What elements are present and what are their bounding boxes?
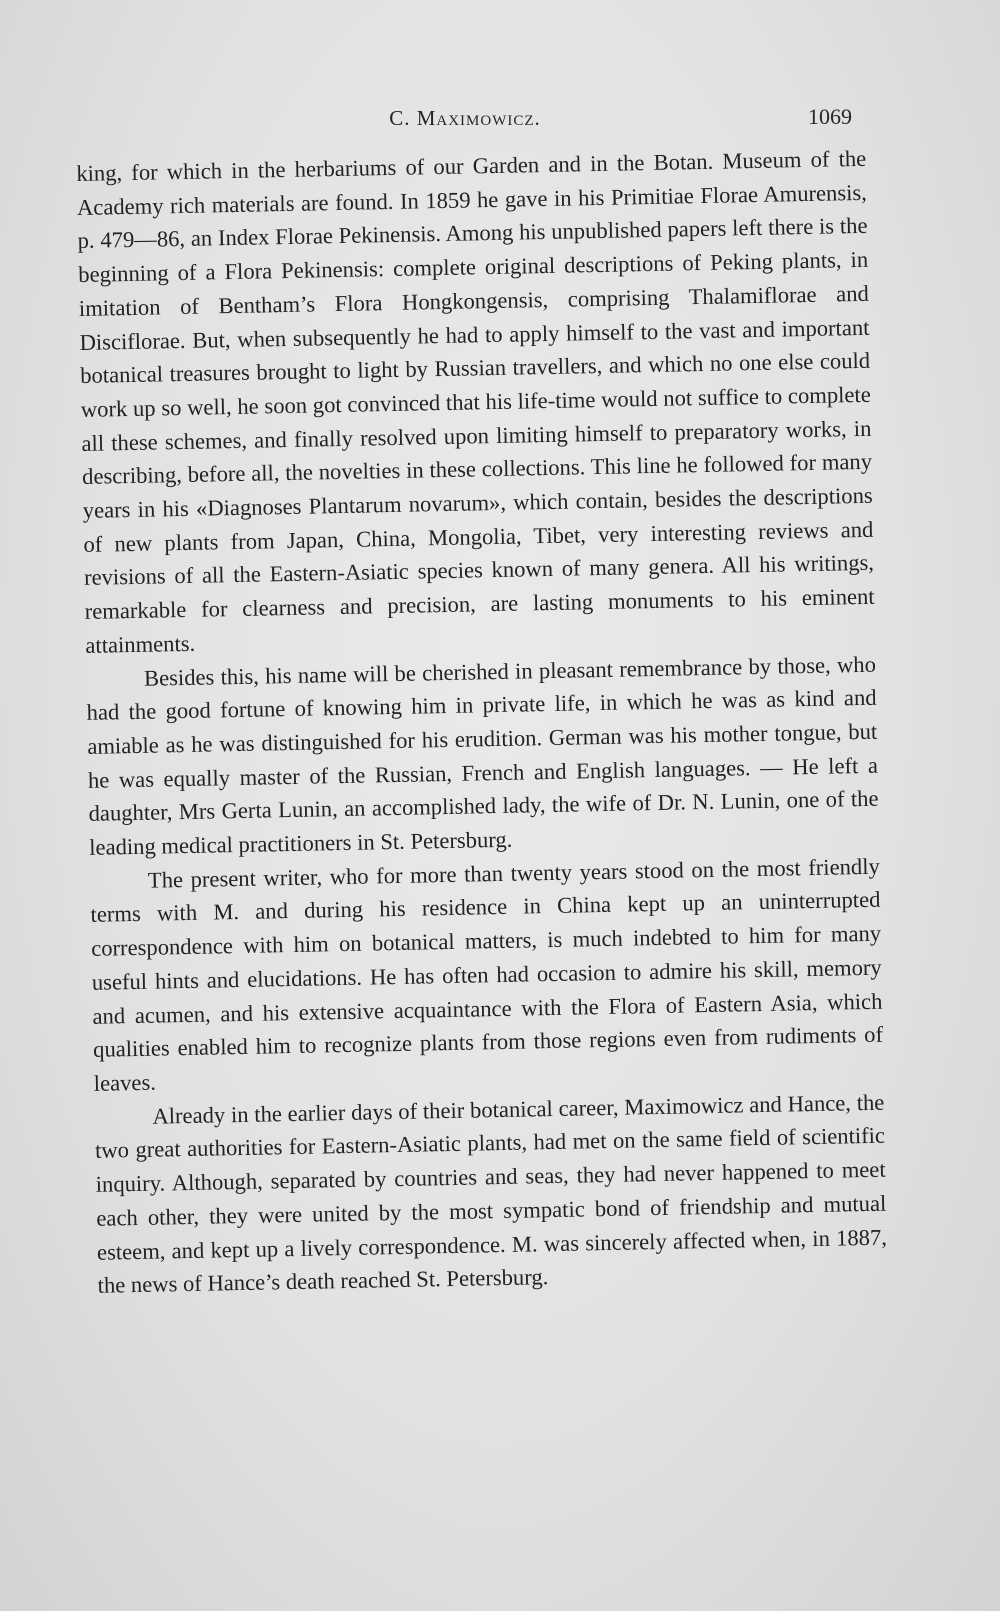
paragraph-3: The present writer, who for more than twenty years stood on the most friendly terms with M. and during his residence in China kept up an uninterrupted correspondence with him on botanical matters, is much indebted to him for many useful hints and elucidations. He has often had occasion to admire his skill, memory and acumen, and his extensive acquaintance with the Flora of Eastern Asia, which qualities enabled him to recognize plants from those regions even from rudiments of leaves. (90, 853, 884, 1096)
page-number: 1069 (808, 104, 852, 129)
body-text (76, 142, 888, 1303)
paragraph-2: Besides this, his name will be cherished in pleasant remembrance by those, who had the good fortune of knowing him in private life, in which he was as kind and amiable as he was distinguished for his erudition. German was his mother tongue, but he was equally master of the Russian, French and English languages. — He left a daughter, Mrs Gerta Lunin, an accomplished lady, the wife of Dr. N. Lunin, one of the leading medical practitioners in St. Petersburg. (86, 651, 879, 860)
running-title: C. Maximowicz. (389, 106, 541, 130)
paragraph-1: king, for which in the herbariums of our Garden and in the Botan. Museum of the Academy rich materials are found. In 1859 he gave in his Primitiae Florae Amurensis, p. 479—86, an Index Florae Pekinensis. Among his unpublished papers left there is the beginning of a Flora Pekinensis: complete original descriptions of Peking plants, in imitation of Bentham’s Flora Hongkongensis, comprising Thalamiflorae and Disciflorae. But, when subsequently he had to apply himself to the vast and important botanical treasures brought to light by Russian travellers, and which no one else could work up so well, he soon got convinced that his life-time would not suffice to complete all these schemes, and finally resolved upon limiting himself to preparatory works, in describing, before all, the novelties in these collections. This line he followed for many years in his «Diagnoses Plantarum novarum», which contain, besides the descriptions of new plants from Japan, China, Mongolia, Tibet, very interesting reviews and revisions of all the Eastern-Asiatic species known of many genera. All his writings, remarkable for clearness and precision, are lasting monuments to his eminent attainments. (76, 145, 875, 658)
paragraph-4: Already in the earlier days of their botanical career, Maximowicz and Hance, the two great authorities for Eastern-Asiatic plants, had met on the same field of scientific inquiry. Although, separated by countries and seas, they had never happened to meet each other, they were united by the most sympatic bond of friendship and mutual esteem, and kept up a lively correspondence. M. was sincerely affected when, in 1887, the news of Hance’s death reached St. Petersburg. (94, 1089, 888, 1298)
page-header (70, 100, 860, 140)
